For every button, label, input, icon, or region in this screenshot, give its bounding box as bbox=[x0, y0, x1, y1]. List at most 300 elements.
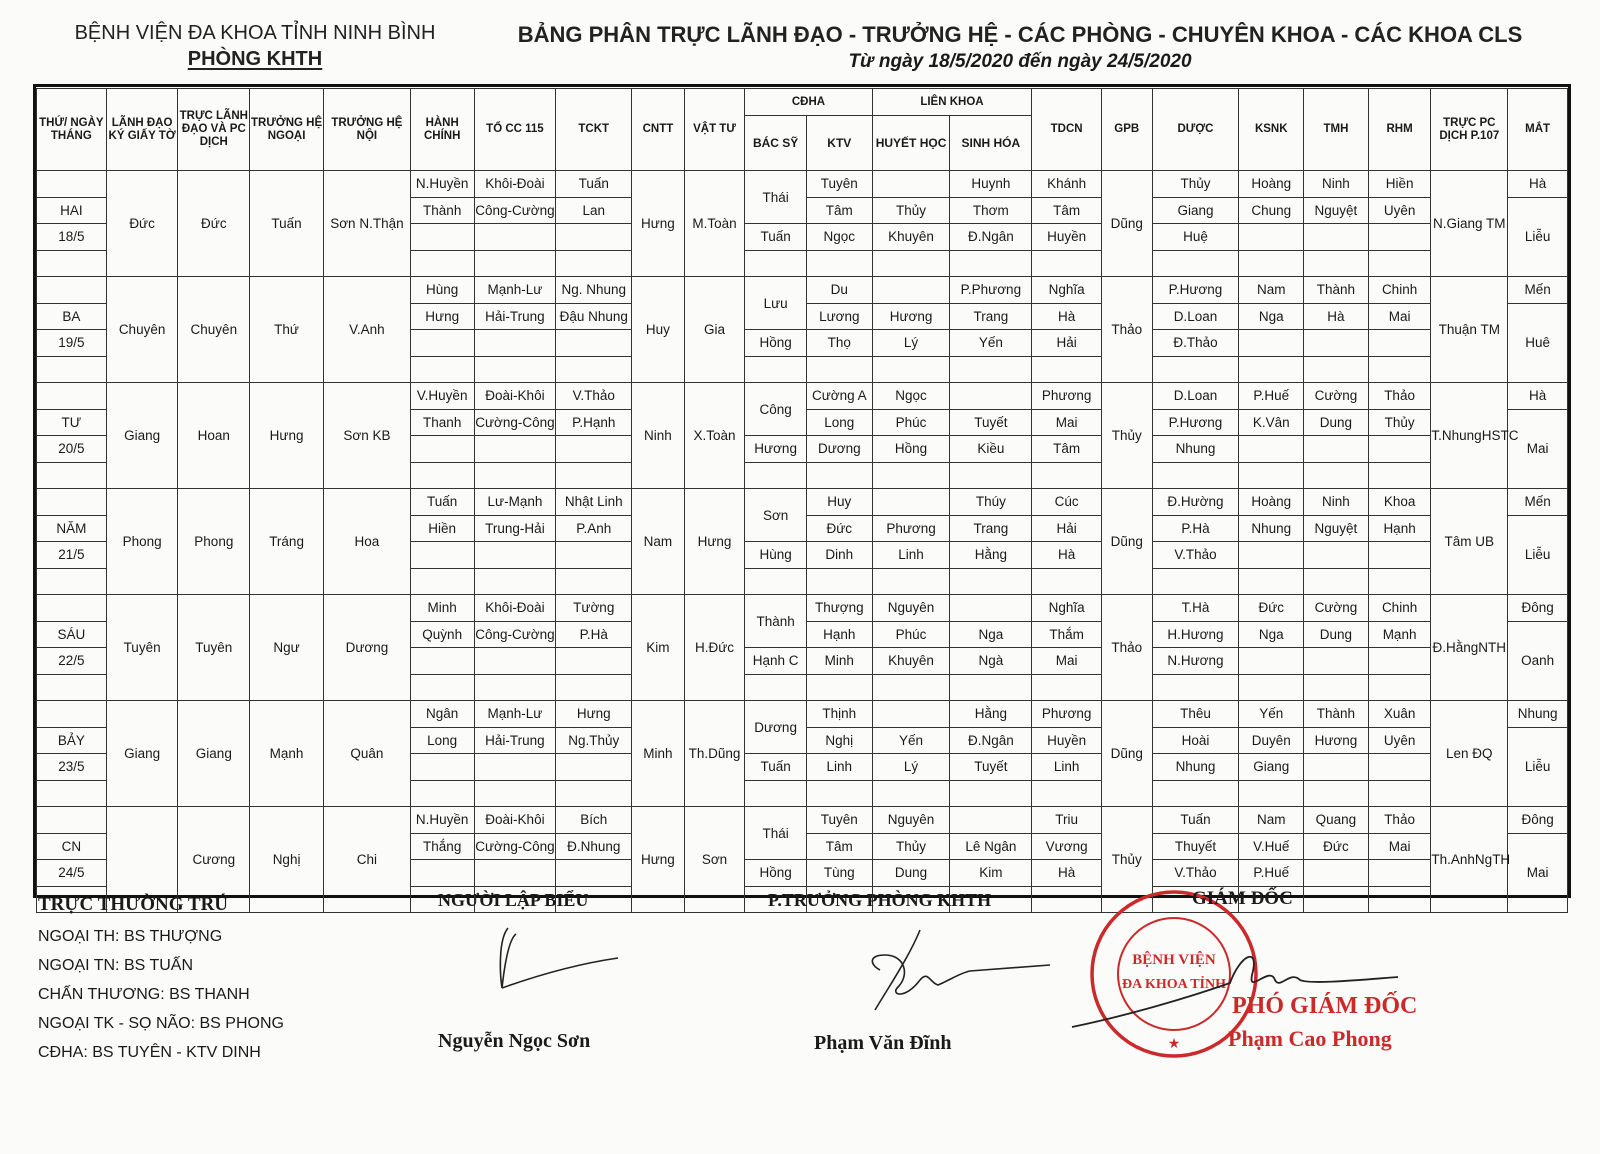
cell-to-cc: Công-Cường bbox=[474, 197, 556, 224]
cell-hanh-chinh: Hưng bbox=[410, 303, 474, 330]
cell-ktv: Tuyên bbox=[806, 171, 872, 198]
truc-item: CĐHA: BS TUYÊN - KTV DINH bbox=[38, 1044, 261, 1061]
cell-rhm-blank bbox=[1368, 356, 1431, 383]
cell-tmh: Đức bbox=[1304, 833, 1369, 860]
cell-to-cc bbox=[474, 754, 556, 781]
header-cntt: CNTT bbox=[632, 89, 685, 171]
day-spacer bbox=[37, 356, 107, 383]
cell-duoc-blank bbox=[1152, 462, 1239, 489]
cell-huyet-hoc: Phúc bbox=[872, 409, 950, 436]
header-lanh-dao: LÃNH ĐẠO KÝ GIẤY TỜ bbox=[106, 89, 178, 171]
cell-rhm: Mạnh bbox=[1368, 621, 1431, 648]
cell-huyet-hoc-blank bbox=[872, 250, 950, 277]
cell-bac-sy: Hồng bbox=[745, 330, 807, 357]
cell-cntt: Nam bbox=[632, 489, 685, 595]
signature-nguoi-lap bbox=[490, 920, 630, 1000]
cell-truc-pc: Tâm UB bbox=[1431, 489, 1508, 595]
cell-ksnk bbox=[1239, 542, 1304, 569]
day-spacer bbox=[37, 462, 107, 489]
cell-ktv: Đức bbox=[806, 515, 872, 542]
cell-huyet-hoc: Linh bbox=[872, 542, 950, 569]
cell-truong-he-ngoai: Thứ bbox=[250, 277, 324, 383]
cell-duoc-blank bbox=[1152, 250, 1239, 277]
day-spacer bbox=[37, 250, 107, 277]
header-bac-sy: BÁC SỸ bbox=[745, 116, 807, 171]
cell-rhm-blank bbox=[1368, 886, 1431, 913]
day-name: CN bbox=[37, 833, 107, 860]
header-truong-he-noi: TRƯỞNG HỆ NỘI bbox=[323, 89, 410, 171]
cell-truc-pc: Đ.HằngNTH bbox=[1431, 595, 1508, 701]
cell-tdcn: Nghĩa bbox=[1032, 595, 1102, 622]
hospital-header bbox=[40, 22, 470, 71]
document-subtitle: Từ ngày 18/5/2020 đến ngày 24/5/2020 bbox=[848, 51, 1192, 72]
cell-ksnk-blank bbox=[1239, 780, 1304, 807]
cell-truc-lanh-dao: Cương bbox=[178, 807, 250, 913]
header-tmh: TMH bbox=[1304, 89, 1369, 171]
cell-huyet-hoc: Nguyên bbox=[872, 807, 950, 834]
cell-bac-sy: Hùng bbox=[745, 542, 807, 569]
day-blank bbox=[37, 171, 107, 198]
cell-tdcn: Thắm bbox=[1032, 621, 1102, 648]
day-name: BA bbox=[37, 303, 107, 330]
schedule-row bbox=[37, 277, 1568, 304]
cell-tckt bbox=[556, 648, 632, 675]
header-row-1 bbox=[37, 89, 1568, 116]
cell-ktv: Dinh bbox=[806, 542, 872, 569]
cell-hanh-chinh-blank bbox=[410, 356, 474, 383]
cell-sinh-hoa: Trang bbox=[950, 515, 1032, 542]
cell-bac-sy-blank bbox=[745, 250, 807, 277]
cell-sinh-hoa: Thơm bbox=[950, 197, 1032, 224]
cell-ktv: Ngọc bbox=[806, 224, 872, 251]
cell-tdcn: Tâm bbox=[1032, 197, 1102, 224]
cell-ksnk: Nga bbox=[1239, 621, 1304, 648]
cell-rhm: Thủy bbox=[1368, 409, 1431, 436]
cell-hanh-chinh: Hiền bbox=[410, 515, 474, 542]
cell-huyet-hoc bbox=[872, 489, 950, 516]
cell-truc-pc: Len ĐQ bbox=[1431, 701, 1508, 807]
cell-duoc: Đ.Hường bbox=[1152, 489, 1239, 516]
cell-mat: Mai bbox=[1508, 833, 1568, 913]
cell-sinh-hoa: Đ.Ngân bbox=[950, 727, 1032, 754]
cell-sinh-hoa: Yến bbox=[950, 330, 1032, 357]
cell-sinh-hoa: Kiều bbox=[950, 436, 1032, 463]
cell-ksnk: Nhung bbox=[1239, 515, 1304, 542]
cell-tmh: Dung bbox=[1304, 409, 1369, 436]
cell-truc-lanh-dao: Tuyên bbox=[178, 595, 250, 701]
cell-gpb: Dũng bbox=[1102, 701, 1153, 807]
cell-tmh: Nguyệt bbox=[1304, 515, 1369, 542]
cell-bac-sy: Dương bbox=[745, 701, 807, 754]
cell-to-cc bbox=[474, 542, 556, 569]
cell-huyet-hoc: Thủy bbox=[872, 833, 950, 860]
cell-rhm-blank bbox=[1368, 568, 1431, 595]
cell-cntt: Huy bbox=[632, 277, 685, 383]
cell-tckt-blank bbox=[556, 250, 632, 277]
cell-vat-tu: Gia bbox=[684, 277, 745, 383]
cell-ksnk: Giang bbox=[1239, 754, 1304, 781]
cell-tmh-blank bbox=[1304, 356, 1369, 383]
day-spacer bbox=[37, 674, 107, 701]
cell-bac-sy-blank bbox=[745, 356, 807, 383]
cell-tckt bbox=[556, 224, 632, 251]
cell-duoc: Giang bbox=[1152, 197, 1239, 224]
document-title: BẢNG PHÂN TRỰC LÃNH ĐẠO - TRƯỞNG HỆ - CÁC PHÒNG - CHUYÊN KHOA - CÁC KHOA CLS bbox=[517, 22, 1523, 47]
cell-huyet-hoc-blank bbox=[872, 780, 950, 807]
cell-vat-tu: Sơn bbox=[684, 807, 745, 913]
cell-hanh-chinh bbox=[410, 754, 474, 781]
cell-rhm: Xuân bbox=[1368, 701, 1431, 728]
cell-hanh-chinh-blank bbox=[410, 462, 474, 489]
header-ktv: KTV bbox=[806, 116, 872, 171]
schedule-table bbox=[36, 88, 1568, 913]
cell-to-cc bbox=[474, 224, 556, 251]
cell-sinh-hoa-blank bbox=[950, 780, 1032, 807]
cell-duoc: V.Thảo bbox=[1152, 860, 1239, 887]
cell-hanh-chinh-blank bbox=[410, 780, 474, 807]
cell-ksnk-blank bbox=[1239, 356, 1304, 383]
cell-huyet-hoc: Lý bbox=[872, 330, 950, 357]
cell-tckt: P.Hà bbox=[556, 621, 632, 648]
cell-tmh bbox=[1304, 754, 1369, 781]
cell-ktv-blank bbox=[806, 780, 872, 807]
header-tckt: TCKT bbox=[556, 89, 632, 171]
cell-duoc: Thủy bbox=[1152, 171, 1239, 198]
cell-bac-sy: Hồng bbox=[745, 860, 807, 887]
cell-hanh-chinh: Minh bbox=[410, 595, 474, 622]
cell-rhm bbox=[1368, 648, 1431, 675]
cell-vat-tu: Th.Dũng bbox=[684, 701, 745, 807]
cell-ksnk bbox=[1239, 436, 1304, 463]
truc-thuong-tru-title bbox=[38, 894, 228, 916]
cell-tdcn: Khánh bbox=[1032, 171, 1102, 198]
cell-to-cc-blank bbox=[474, 674, 556, 701]
cell-rhm: Chinh bbox=[1368, 595, 1431, 622]
cell-bac-sy: Hương bbox=[745, 436, 807, 463]
cell-tdcn: Vương bbox=[1032, 833, 1102, 860]
header-thu: THỨ/ NGÀY THÁNG bbox=[37, 89, 107, 171]
cell-ksnk: Hoàng bbox=[1239, 489, 1304, 516]
cell-truong-he-ngoai: Hưng bbox=[250, 383, 324, 489]
cell-rhm bbox=[1368, 436, 1431, 463]
cell-ktv-blank bbox=[806, 250, 872, 277]
cell-hanh-chinh-blank bbox=[410, 568, 474, 595]
cell-tdcn: Hà bbox=[1032, 542, 1102, 569]
cell-tdcn: Tâm bbox=[1032, 436, 1102, 463]
cell-mat: Đông bbox=[1508, 807, 1568, 834]
cell-duoc-blank bbox=[1152, 568, 1239, 595]
cell-ktv-blank bbox=[806, 674, 872, 701]
cell-to-cc: Cường-Công bbox=[474, 409, 556, 436]
cell-sinh-hoa: Hằng bbox=[950, 542, 1032, 569]
pho-giam-doc-title: PHÓ GIÁM ĐỐC bbox=[1232, 993, 1418, 1019]
cell-sinh-hoa: P.Phương bbox=[950, 277, 1032, 304]
schedule-body bbox=[37, 171, 1568, 913]
header-gpb: GPB bbox=[1102, 89, 1153, 171]
schedule-row bbox=[37, 383, 1568, 410]
day-date: 23/5 bbox=[37, 754, 107, 781]
cell-truong-he-noi: Chi bbox=[323, 807, 410, 913]
cell-hanh-chinh bbox=[410, 436, 474, 463]
cell-huyet-hoc: Nguyên bbox=[872, 595, 950, 622]
cell-duoc-blank bbox=[1152, 780, 1239, 807]
cell-tckt: Đ.Nhung bbox=[556, 833, 632, 860]
cell-huyet-hoc: Khuyên bbox=[872, 648, 950, 675]
nguoi-lap-title: NGƯỜI LẬP BIỂU bbox=[438, 890, 589, 910]
cell-tmh bbox=[1304, 224, 1369, 251]
cell-hanh-chinh: N.Huyền bbox=[410, 807, 474, 834]
cell-to-cc: Công-Cường bbox=[474, 621, 556, 648]
day-spacer bbox=[37, 780, 107, 807]
cell-duoc: Hoài bbox=[1152, 727, 1239, 754]
cell-truong-he-noi: Quân bbox=[323, 701, 410, 807]
cell-truong-he-noi: Hoa bbox=[323, 489, 410, 595]
header-to-cc: TỔ CC 115 bbox=[474, 89, 556, 171]
cell-hanh-chinh-blank bbox=[410, 250, 474, 277]
signature-giam-doc bbox=[1070, 935, 1400, 1035]
cell-mat: Liễu bbox=[1508, 197, 1568, 277]
cell-lanh-dao: Phong bbox=[106, 489, 178, 595]
cell-rhm: Uyên bbox=[1368, 727, 1431, 754]
cell-hanh-chinh: Thắng bbox=[410, 833, 474, 860]
truc-thuong-tru-list bbox=[38, 922, 284, 1067]
cell-hanh-chinh: Ngân bbox=[410, 701, 474, 728]
cell-tdcn: Cúc bbox=[1032, 489, 1102, 516]
cell-tmh: Hà bbox=[1304, 303, 1369, 330]
cell-to-cc: Mạnh-Lư bbox=[474, 701, 556, 728]
cell-mat: Liễu bbox=[1508, 727, 1568, 807]
cell-tdcn: Mai bbox=[1032, 409, 1102, 436]
cell-tdcn: Linh bbox=[1032, 754, 1102, 781]
day-date: 20/5 bbox=[37, 436, 107, 463]
cell-duoc: D.Loan bbox=[1152, 383, 1239, 410]
cell-sinh-hoa: Nga bbox=[950, 621, 1032, 648]
cell-tckt: Ng.Thủy bbox=[556, 727, 632, 754]
cell-truong-he-noi: Dương bbox=[323, 595, 410, 701]
svg-text:ĐA KHOA TỈNH: ĐA KHOA TỈNH bbox=[1122, 977, 1226, 992]
schedule-row bbox=[37, 701, 1568, 728]
day-blank bbox=[37, 277, 107, 304]
cell-huyet-hoc: Phương bbox=[872, 515, 950, 542]
cell-duoc: Tuấn bbox=[1152, 807, 1239, 834]
cell-bac-sy: Tuấn bbox=[745, 754, 807, 781]
cell-tmh: Ninh bbox=[1304, 489, 1369, 516]
header-rhm: RHM bbox=[1368, 89, 1431, 171]
cell-ktv: Tâm bbox=[806, 833, 872, 860]
cell-sinh-hoa: Kim bbox=[950, 860, 1032, 887]
cell-truc-pc: Th.AnhNgTH bbox=[1431, 807, 1508, 913]
cell-mat: Liễu bbox=[1508, 515, 1568, 595]
cell-sinh-hoa: Hằng bbox=[950, 701, 1032, 728]
header-truc-pc: TRỰC PC DỊCH P.107 bbox=[1431, 89, 1508, 171]
cell-tckt: Đậu Nhung bbox=[556, 303, 632, 330]
cell-truong-he-ngoai: Tuấn bbox=[250, 171, 324, 277]
cell-tdcn-blank bbox=[1032, 674, 1102, 701]
cell-cntt: Kim bbox=[632, 595, 685, 701]
cell-tckt: Ng. Nhung bbox=[556, 277, 632, 304]
cell-to-cc bbox=[474, 860, 556, 887]
cell-to-cc: Trung-Hải bbox=[474, 515, 556, 542]
cell-gpb: Dũng bbox=[1102, 171, 1153, 277]
cell-ksnk: V.Huế bbox=[1239, 833, 1304, 860]
cell-truong-he-ngoai: Ngư bbox=[250, 595, 324, 701]
cell-rhm bbox=[1368, 754, 1431, 781]
cell-tmh-blank bbox=[1304, 674, 1369, 701]
cell-ktv: Thượng bbox=[806, 595, 872, 622]
cell-ksnk bbox=[1239, 648, 1304, 675]
cell-tdcn: Phương bbox=[1032, 701, 1102, 728]
cell-lanh-dao: Giang bbox=[106, 701, 178, 807]
cell-mat: Oanh bbox=[1508, 621, 1568, 701]
cell-cntt: Ninh bbox=[632, 383, 685, 489]
cell-tmh: Hương bbox=[1304, 727, 1369, 754]
cell-tmh bbox=[1304, 330, 1369, 357]
cell-ktv: Hạnh bbox=[806, 621, 872, 648]
cell-rhm: Thảo bbox=[1368, 383, 1431, 410]
cell-tdcn-blank bbox=[1032, 250, 1102, 277]
cell-tckt bbox=[556, 436, 632, 463]
cell-bac-sy: Công bbox=[745, 383, 807, 436]
cell-duoc: P.Hà bbox=[1152, 515, 1239, 542]
cell-sinh-hoa bbox=[950, 595, 1032, 622]
cell-mat: Hà bbox=[1508, 171, 1568, 198]
cell-huyet-hoc: Lý bbox=[872, 754, 950, 781]
cell-mat: Nhung bbox=[1508, 701, 1568, 728]
cell-rhm bbox=[1368, 224, 1431, 251]
cell-cntt: Hưng bbox=[632, 171, 685, 277]
cell-ksnk: Yến bbox=[1239, 701, 1304, 728]
cell-to-cc-blank bbox=[474, 568, 556, 595]
cell-bac-sy-blank bbox=[745, 568, 807, 595]
cell-duoc: Nhung bbox=[1152, 754, 1239, 781]
cell-to-cc-blank bbox=[474, 250, 556, 277]
cell-huyet-hoc-blank bbox=[872, 462, 950, 489]
cell-bac-sy: Hạnh C bbox=[745, 648, 807, 675]
cell-huyet-hoc bbox=[872, 277, 950, 304]
cell-huyet-hoc bbox=[872, 701, 950, 728]
header-lien-khoa: LIÊN KHOA bbox=[872, 89, 1032, 116]
cell-tckt-blank bbox=[556, 568, 632, 595]
cell-duoc: T.Hà bbox=[1152, 595, 1239, 622]
cell-tckt: V.Thảo bbox=[556, 383, 632, 410]
cell-tmh: Cường bbox=[1304, 595, 1369, 622]
cell-duoc: Thêu bbox=[1152, 701, 1239, 728]
cell-rhm bbox=[1368, 542, 1431, 569]
cell-tdcn: Hà bbox=[1032, 860, 1102, 887]
cell-sinh-hoa-blank bbox=[950, 568, 1032, 595]
cell-hanh-chinh: N.Huyền bbox=[410, 171, 474, 198]
cell-sinh-hoa: Tuyết bbox=[950, 409, 1032, 436]
schedule-row bbox=[37, 595, 1568, 622]
cell-truong-he-ngoai: Tráng bbox=[250, 489, 324, 595]
cell-mat: Mai bbox=[1508, 409, 1568, 489]
cell-truc-lanh-dao: Hoan bbox=[178, 383, 250, 489]
cell-vat-tu: X.Toàn bbox=[684, 383, 745, 489]
cell-bac-sy: Lưu bbox=[745, 277, 807, 330]
cell-to-cc: Đoài-Khôi bbox=[474, 383, 556, 410]
truc-item: NGOẠI TH: BS THƯỢNG bbox=[38, 928, 223, 945]
cell-tckt bbox=[556, 542, 632, 569]
cell-truong-he-ngoai: Nghị bbox=[250, 807, 324, 913]
schedule-row bbox=[37, 489, 1568, 516]
cell-sinh-hoa-blank bbox=[950, 462, 1032, 489]
day-date: 24/5 bbox=[37, 860, 107, 887]
cell-ktv: Linh bbox=[806, 754, 872, 781]
cell-sinh-hoa bbox=[950, 383, 1032, 410]
cell-ksnk bbox=[1239, 224, 1304, 251]
header-truc-lanh-dao: TRỰC LÃNH ĐẠO VÀ PC DỊCH bbox=[178, 89, 250, 171]
cell-ktv: Tùng bbox=[806, 860, 872, 887]
cell-ksnk-blank bbox=[1239, 250, 1304, 277]
cell-to-cc: Khôi-Đoài bbox=[474, 595, 556, 622]
truc-item: CHẤN THƯƠNG: BS THANH bbox=[38, 986, 250, 1003]
cell-to-cc: Đoài-Khôi bbox=[474, 807, 556, 834]
cell-duoc: Nhung bbox=[1152, 436, 1239, 463]
cell-tmh: Cường bbox=[1304, 383, 1369, 410]
cell-huyet-hoc: Yến bbox=[872, 727, 950, 754]
cell-mat: Mến bbox=[1508, 489, 1568, 516]
header-truong-he-ngoai: TRƯỞNG HỆ NGOẠI bbox=[250, 89, 324, 171]
cell-rhm: Thảo bbox=[1368, 807, 1431, 834]
cell-huyet-hoc-blank bbox=[872, 568, 950, 595]
cell-to-cc: Khôi-Đoài bbox=[474, 171, 556, 198]
cell-truc-pc: Thuận TM bbox=[1431, 277, 1508, 383]
cell-ktv: Tâm bbox=[806, 197, 872, 224]
day-spacer bbox=[37, 568, 107, 595]
header-sinh-hoa: SINH HÓA bbox=[950, 116, 1032, 171]
cell-tckt: P.Anh bbox=[556, 515, 632, 542]
cell-mat: Đông bbox=[1508, 595, 1568, 622]
day-blank bbox=[37, 701, 107, 728]
day-date: 19/5 bbox=[37, 330, 107, 357]
cell-sinh-hoa: Ngà bbox=[950, 648, 1032, 675]
cell-tdcn-blank bbox=[1032, 356, 1102, 383]
cell-gpb: Thảo bbox=[1102, 277, 1153, 383]
cell-tckt: Tường bbox=[556, 595, 632, 622]
cell-tdcn-blank bbox=[1032, 568, 1102, 595]
cell-huyet-hoc: Hồng bbox=[872, 436, 950, 463]
day-name: BẢY bbox=[37, 727, 107, 754]
cell-tmh bbox=[1304, 648, 1369, 675]
header-ksnk: KSNK bbox=[1239, 89, 1304, 171]
cell-rhm: Mai bbox=[1368, 303, 1431, 330]
cell-truc-lanh-dao: Đức bbox=[178, 171, 250, 277]
cell-rhm bbox=[1368, 860, 1431, 887]
header-huyet-hoc: HUYẾT HỌC bbox=[872, 116, 950, 171]
cell-truc-lanh-dao: Giang bbox=[178, 701, 250, 807]
cell-duoc-blank bbox=[1152, 674, 1239, 701]
cell-hanh-chinh: Thành bbox=[410, 197, 474, 224]
cell-huyet-hoc bbox=[872, 171, 950, 198]
cell-ksnk: Chung bbox=[1239, 197, 1304, 224]
cell-hanh-chinh: Long bbox=[410, 727, 474, 754]
cell-hanh-chinh bbox=[410, 224, 474, 251]
cell-to-cc: Hải-Trung bbox=[474, 303, 556, 330]
cell-lanh-dao: Giang bbox=[106, 383, 178, 489]
svg-text:BỆNH VIỆN: BỆNH VIỆN bbox=[1132, 952, 1216, 968]
cell-truc-pc: T.NhungHSTC bbox=[1431, 383, 1508, 489]
cell-gpb: Dũng bbox=[1102, 489, 1153, 595]
hospital-name: BỆNH VIỆN ĐA KHOA TỈNH NINH BÌNH bbox=[74, 22, 436, 44]
cell-vat-tu: Hưng bbox=[684, 489, 745, 595]
day-name: TƯ bbox=[37, 409, 107, 436]
cell-ktv-blank bbox=[806, 568, 872, 595]
day-blank bbox=[37, 595, 107, 622]
cell-huyet-hoc: Ngọc bbox=[872, 383, 950, 410]
cell-tmh: Dung bbox=[1304, 621, 1369, 648]
cell-gpb: Thủy bbox=[1102, 383, 1153, 489]
cell-ksnk: Đức bbox=[1239, 595, 1304, 622]
